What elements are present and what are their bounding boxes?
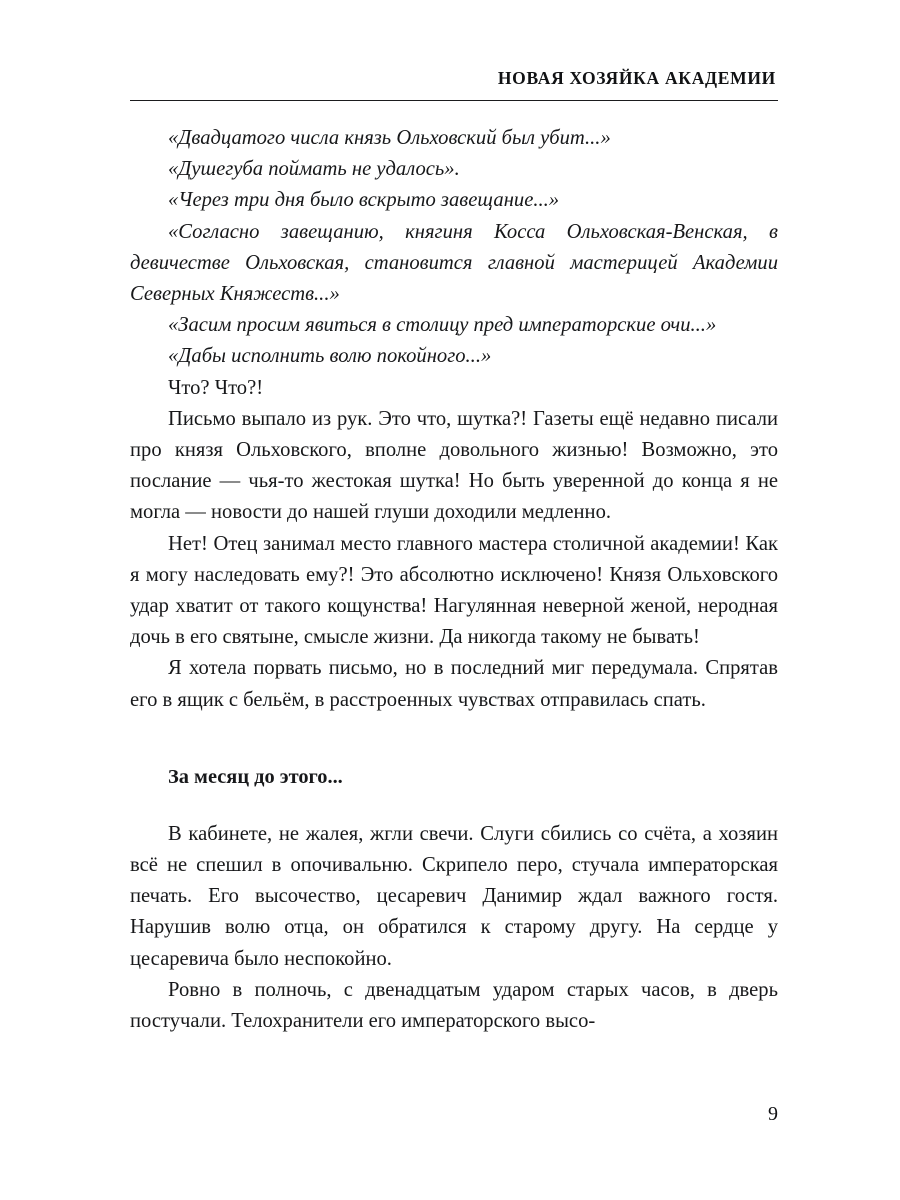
letter-line: «Засим просим явиться в столицу пред императорские очи...» — [168, 314, 717, 337]
paragraph: Я хотела порвать письмо, но в последний миг передумала. Спрятав его в ящик с бельём, в расстроенных чувствах отправилась спать. — [130, 657, 778, 711]
running-head: НОВАЯ ХОЗЯЙКА АКАДЕМИИ — [497, 68, 776, 88]
narrative-body — [130, 373, 778, 716]
page-content — [130, 68, 778, 1037]
paragraph: Что? Что?! — [168, 376, 264, 399]
letter-line: «Дабы исполнить волю покойного...» — [168, 345, 492, 368]
letter-line: «Двадцатого числа князь Ольховский был убит...» — [168, 127, 611, 149]
letter-line: «Через три дня было вскрыто завещание...» — [168, 189, 560, 212]
letter-excerpt — [130, 123, 778, 373]
section-subheading: За месяц до этого... — [168, 765, 343, 788]
header-divider — [130, 100, 778, 101]
section-body — [130, 819, 778, 1037]
letter-line: «Душегуба поймать не удалось». — [168, 158, 460, 181]
page-number: 9 — [768, 1103, 778, 1125]
paragraph: Нет! Отец занимал место главного мастера столичной академии! Как я могу наследовать ему?! Это абсолютно исключено! Князя Ольховского удар хватит от такого кощунства! Нагулянная неверной женой, неродная дочь в его святыне, смысле жизни. Да никогда такому не бывать! — [130, 532, 778, 649]
letter-line: «Согласно завещанию, княгиня Косса Ольховская-Венская, в девичестве Ольховская, становится главной мастерицей Академии Северных Княжеств...» — [130, 220, 778, 306]
paragraph: Письмо выпало из рук. Это что, шутка?! Газеты ещё недавно писали про князя Ольховского, вполне довольного жизнью! Возможно, это послание — чья-то жестокая шутка! Но быть уверенной до конца я не могла — новости до нашей глуши доходили медленно. — [130, 407, 778, 524]
paragraph: В кабинете, не жалея, жгли свечи. Слуги сбились со счёта, а хозяин всё не спешил в опочивальню. Скрипело перо, стучала императорская печать. Его высочество, цесаревич Данимир ждал важного гостя. Нарушив волю отца, он обратился к старому другу. На сердце у цесаревича было неспокойно. — [130, 822, 778, 970]
paragraph: Ровно в полночь, с двенадцатым ударом старых часов, в дверь постучали. Телохранители его императорского высо- — [130, 978, 778, 1033]
